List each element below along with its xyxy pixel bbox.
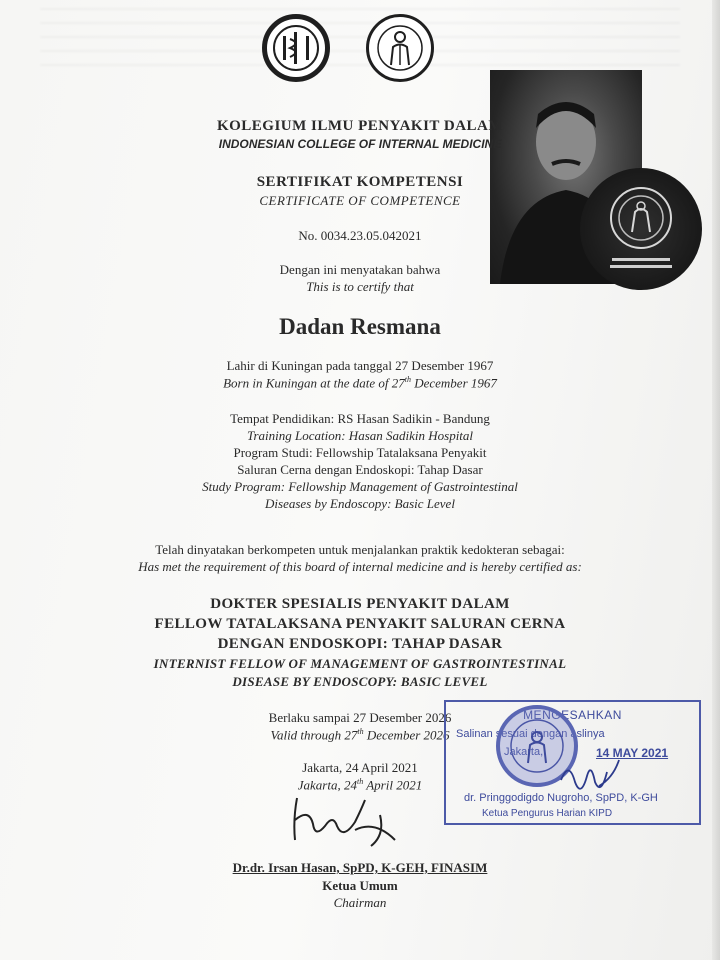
competence-statement-en: Has met the requirement of this board of internal medicine and is hereby certified as: <box>138 559 582 574</box>
stamp-copy-text: Salinan sesuai dengan aslinya <box>456 728 605 740</box>
birth-info-en: Born in Kuningan at the date of 27th December 1967 <box>223 375 497 391</box>
valid-until-en: Valid through 27th December 2026 <box>270 727 450 743</box>
recipient-name: Dadan Resmana <box>279 314 441 339</box>
birth-info-id: Lahir di Kuningan pada tanggal 27 Desember 1967 <box>226 358 494 373</box>
study-program-en-line2: Diseases by Endoscopy: Basic Level <box>265 496 455 511</box>
stamp-title: MENGESAHKAN <box>523 708 622 722</box>
certificate-number: No. 0034.23.05.042021 <box>298 228 422 243</box>
stamp-date: 14 MAY 2021 <box>596 746 669 760</box>
competence-title-id-line1: DOKTER SPESIALIS PENYAKIT DALAM <box>210 596 510 612</box>
signatory-role-id: Ketua Umum <box>322 878 398 893</box>
association-logo <box>366 14 434 82</box>
certify-text-en: This is to certify that <box>306 279 414 294</box>
stamp-signer: dr. Pringgodigdo Nugroho, SpPD, K-GH <box>464 792 658 804</box>
competence-title-id-line3: DENGAN ENDOSKOPI: TAHAP DASAR <box>217 636 503 652</box>
competence-statement-id: Telah dinyatakan berkompeten untuk menjalankan praktik kedokteran sebagai: <box>155 542 565 557</box>
competence-title-en-line1: INTERNIST FELLOW OF MANAGEMENT OF GASTROINTESTINAL <box>153 656 567 671</box>
competence-title-id-line2: FELLOW TATALAKSANA PENYAKIT SALURAN CERNA <box>154 616 566 632</box>
certify-text-id: Dengan ini menyatakan bahwa <box>279 262 441 277</box>
stamp-signature <box>555 752 625 802</box>
study-program-id-line1: Program Studi: Fellowship Tatalaksana Penyakit <box>233 445 487 460</box>
stamp-signer-role: Ketua Pengurus Harian KIPD <box>482 808 613 819</box>
training-location-id: Tempat Pendidikan: RS Hasan Sadikin - Bandung <box>230 411 490 426</box>
study-program-en-line1: Study Program: Fellowship Management of Gastrointestinal <box>202 479 518 494</box>
chairman-signature <box>285 780 415 850</box>
place-date-id: Jakarta, 24 April 2021 <box>302 760 418 775</box>
certificate-title-id: SERTIFIKAT KOMPETENSI <box>256 174 464 190</box>
signatory-role-en: Chairman <box>333 895 387 910</box>
stamp-city: Jakarta, <box>504 746 544 758</box>
college-logo <box>262 14 330 82</box>
study-program-id-line2: Saluran Cerna dengan Endoskopi: Tahap Dasar <box>237 462 483 477</box>
training-location-en: Training Location: Hasan Sadikin Hospital <box>246 428 474 443</box>
signatory-name: Dr.dr. Irsan Hasan, SpPD, K-GEH, FINASIM <box>232 860 488 875</box>
valid-until-id: Berlaku sampai 27 Desember 2026 <box>268 710 452 725</box>
place-date-en: Jakarta, 24th April 2021 <box>297 777 423 793</box>
college-name-id: KOLEGIUM ILMU PENYAKIT DALAM <box>216 118 504 134</box>
certificate-title-en: CERTIFICATE OF COMPETENCE <box>259 193 461 208</box>
competence-title-en-line2: DISEASE BY ENDOSCOPY: BASIC LEVEL <box>232 674 488 689</box>
college-name-en: INDONESIAN COLLEGE OF INTERNAL MEDICINE <box>218 137 502 151</box>
bleed-through-text <box>40 8 680 68</box>
